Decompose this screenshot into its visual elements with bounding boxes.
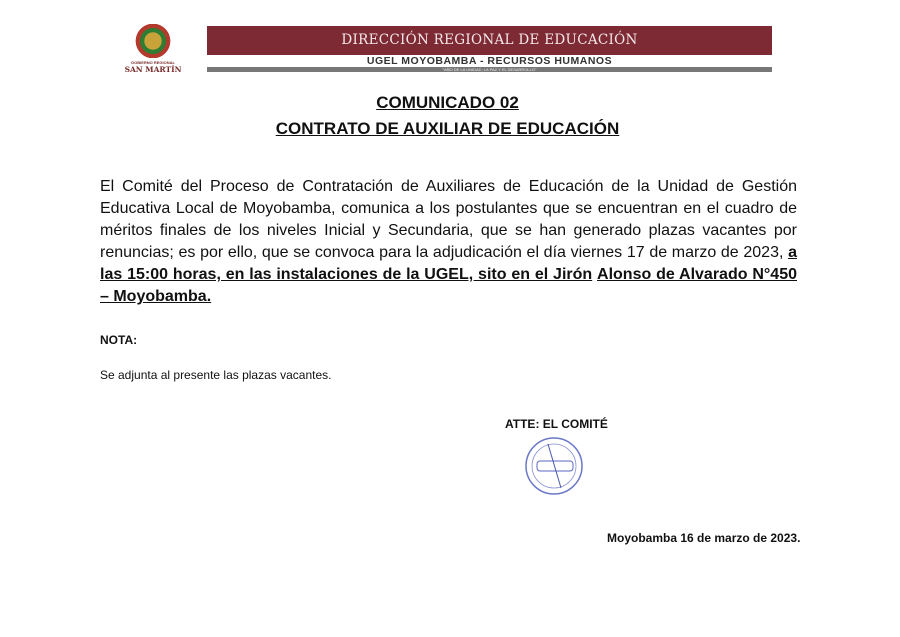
header-motto: "AÑO DE LA UNIDAD, LA PAZ Y EL DESARROLLO": [207, 67, 772, 72]
doc-subtitle: CONTRATO DE AUXILIAR DE EDUCACIÓN: [275, 119, 620, 138]
doc-title: COMUNICADO 02: [376, 93, 519, 112]
doc-body: [100, 176, 797, 308]
regional-government-logo: [117, 24, 189, 76]
signature: ATTE: EL COMITÉ: [505, 417, 608, 431]
coat-of-arms-icon: [130, 24, 176, 58]
header-subtitle: UGEL MOYOBAMBA - RECURSOS HUMANOS: [366, 55, 613, 67]
logo-line2: SAN MARTÍN: [124, 65, 182, 74]
body-bold-text: a las 15:00 horas, en las instalaciones de la UGEL, sito en el Jirón: [100, 244, 797, 283]
header-title: DIRECCIÓN REGIONAL DE EDUCACIÓN: [207, 26, 772, 55]
nota-label: NOTA:: [100, 333, 138, 347]
committee-stamp-icon: [521, 436, 587, 496]
document-date: Moyobamba 16 de marzo de 2023.: [607, 531, 801, 545]
nota-text: Se adjunta al presente las plazas vacantes.: [100, 368, 332, 382]
body-text: El Comité del Proceso de Contratación de Auxiliares de Educación de la Unidad de Gestión Educativa Local de Moyobamba, comunica a los postulantes que se encuentran en el cuadro de méritos finales de los niveles Inicial y Secundaria, que se han generado plazas vacantes por renuncias; es por ello, que se convoca para la adjudicación el día viernes 17 de marzo de 2023,: [100, 178, 797, 261]
body-address: Alonso de Alvarado N°450 – Moyobamba.: [100, 266, 797, 305]
logo-line1: GOBIERNO REGIONAL: [130, 60, 175, 65]
